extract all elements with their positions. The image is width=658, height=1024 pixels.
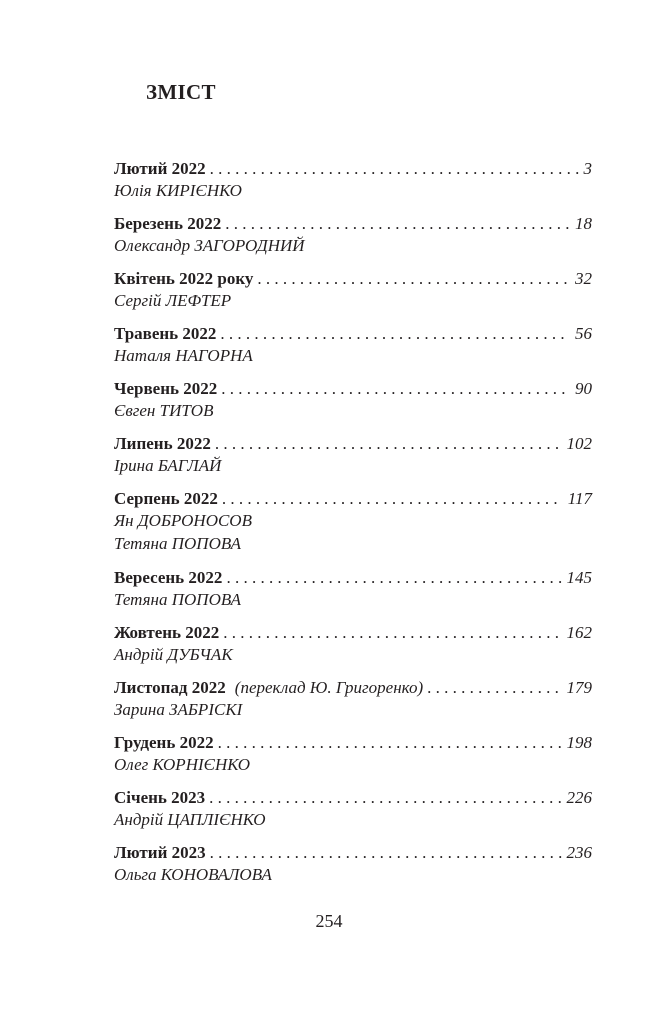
toc-entry-line (114, 378, 592, 399)
toc-entry-page: 179 (566, 678, 592, 697)
dot-leader (257, 268, 570, 289)
dot-leader (210, 158, 579, 179)
toc-entry-line (114, 567, 592, 588)
toc-entry-author: Тетяна ПОПОВА (114, 534, 241, 553)
toc-entry[interactable] (114, 677, 592, 721)
toc-entry-page: 3 (583, 159, 592, 178)
toc-entry[interactable] (114, 158, 592, 202)
toc-entry-author: Андрій ДУБЧАК (114, 645, 233, 664)
toc-entry-title: Серпень 2022 (114, 489, 218, 508)
dot-leader (220, 323, 570, 344)
toc-entry[interactable] (114, 433, 592, 477)
toc-entry-line (114, 842, 592, 863)
toc-entry-line (114, 268, 592, 289)
toc-entry-line (114, 433, 592, 454)
dot-leader (225, 213, 570, 234)
toc-entry-line (114, 677, 592, 698)
dot-leader (427, 677, 561, 698)
toc-entry-line (114, 488, 592, 509)
toc-entry[interactable] (114, 622, 592, 666)
toc-entry-author: Євген ТИТОВ (114, 401, 214, 420)
toc-entry-line (114, 158, 592, 179)
toc-entry-title: Січень 2023 (114, 788, 206, 807)
toc-entry-title: Листопад 2022 (114, 678, 226, 697)
toc-entry-title: Грудень 2022 (114, 733, 214, 752)
toc-entry-author: Наталя НАГОРНА (114, 346, 253, 365)
page-title: ЗМІСТ (146, 80, 216, 104)
dot-leader (210, 842, 562, 863)
toc-entry-author: Ольга КОНОВАЛОВА (114, 865, 272, 884)
toc-entry[interactable] (114, 488, 592, 555)
dot-leader (218, 732, 562, 753)
toc-entry-page: 18 (575, 214, 592, 233)
toc-entry-page: 56 (575, 324, 592, 343)
toc-entry-page: 102 (566, 434, 592, 453)
toc-entry[interactable] (114, 268, 592, 312)
toc-entry-page: 32 (575, 269, 592, 288)
dot-leader (215, 433, 562, 454)
toc-entry-title: Лютий 2022 (114, 159, 206, 178)
toc-entry[interactable] (114, 213, 592, 257)
toc-entry[interactable] (114, 378, 592, 422)
toc-entry-author: Сергій ЛЕФТЕР (114, 291, 232, 310)
toc-entry[interactable] (114, 787, 592, 831)
toc-entry-author: Зарина ЗАБРІСКІ (114, 700, 243, 719)
dot-leader (221, 378, 570, 399)
toc-entry[interactable] (114, 567, 592, 611)
toc-entry-line (114, 787, 592, 808)
dot-leader (223, 622, 561, 643)
toc-entry-page: 117 (567, 489, 592, 508)
toc-entry-page: 145 (566, 568, 592, 587)
toc-entry-author: Олександр ЗАГОРОДНИЙ (114, 236, 305, 255)
dot-leader (209, 787, 561, 808)
toc-entry-author: Олег КОРНІЄНКО (114, 755, 251, 774)
toc-entry-page: 198 (566, 733, 592, 752)
toc-entry-author: Юлія КИРІЄНКО (114, 181, 242, 200)
toc-entry-author: Андрій ЦАПЛІЄНКО (114, 810, 266, 829)
toc-entry-title: Жовтень 2022 (114, 623, 220, 642)
toc-entry-title: Лютий 2023 (114, 843, 206, 862)
toc-entry-page: 162 (566, 623, 592, 642)
toc-entry-title: Липень 2022 (114, 434, 211, 453)
toc-entry-author: Тетяна ПОПОВА (114, 590, 241, 609)
dot-leader (222, 488, 563, 509)
toc-entry-line (114, 323, 592, 344)
page-number: 254 (315, 911, 343, 931)
toc-entry-page: 226 (566, 788, 592, 807)
toc-entry-author: Ян ДОБРОНОСОВ (114, 511, 252, 530)
toc-entry-title: Червень 2022 (114, 379, 218, 398)
toc-entry-page: 236 (566, 843, 592, 862)
toc-entry-title: Квітень 2022 року (114, 269, 254, 288)
toc-entry-title: Травень 2022 (114, 324, 217, 343)
toc-entry-note: (переклад Ю. Григоренко) (234, 678, 424, 697)
toc-entry-author: Ірина БАГЛАЙ (114, 456, 222, 475)
toc-entry[interactable] (114, 323, 592, 367)
toc-entry-page: 90 (575, 379, 592, 398)
toc-entry[interactable] (114, 842, 592, 886)
toc-entry-title: Березень 2022 (114, 214, 222, 233)
toc-entry-line (114, 732, 592, 753)
toc-entry-line (114, 213, 592, 234)
toc-entry-line (114, 622, 592, 643)
toc-entry[interactable] (114, 732, 592, 776)
dot-leader (226, 567, 561, 588)
toc-entry-title: Вересень 2022 (114, 568, 223, 587)
